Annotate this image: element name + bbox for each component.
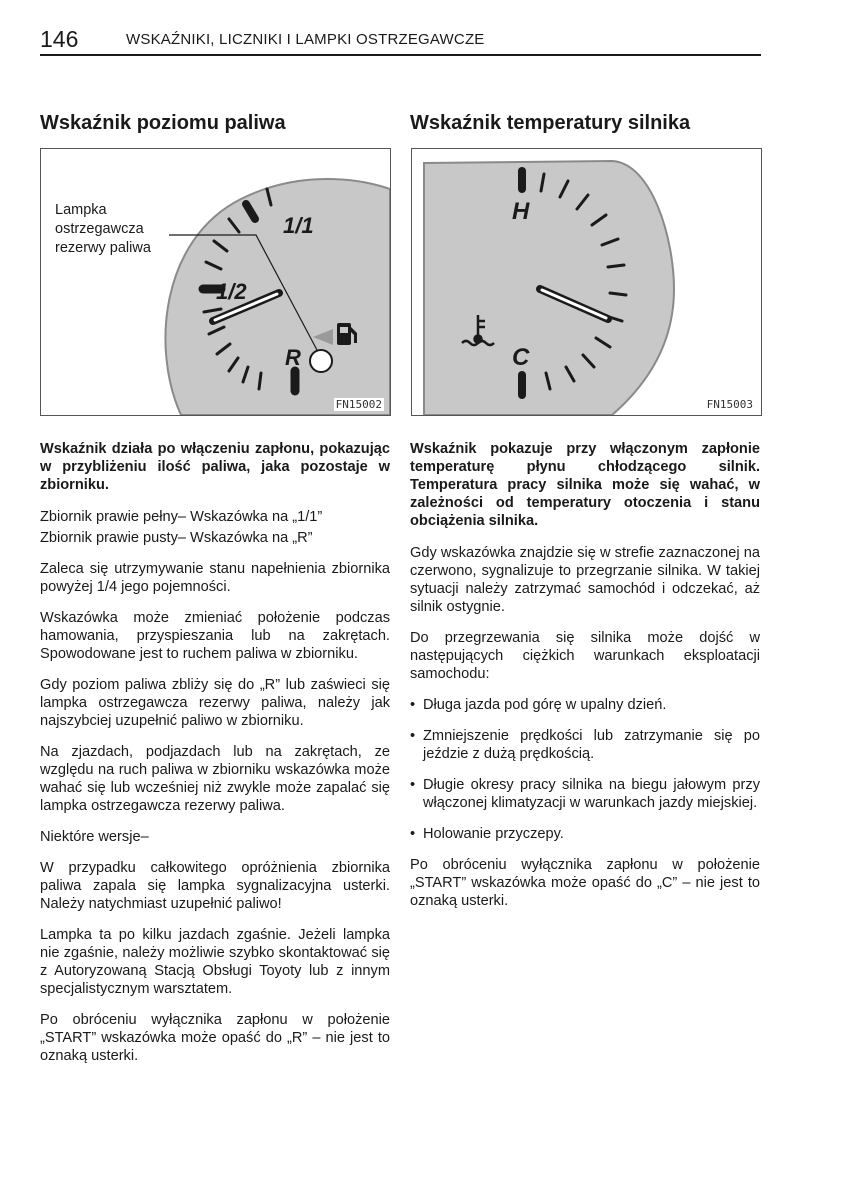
list-item-text: Długa jazda pod górę w upalny dzień. xyxy=(423,697,667,713)
chapter-title: WSKAŹNIKI, LICZNIKI I LAMPKI OSTRZEGAWCZE xyxy=(126,31,485,48)
fuel-gauge-text xyxy=(40,440,390,1078)
temperature-hot-label: H xyxy=(512,198,530,225)
callout-line: rezerwy paliwa xyxy=(55,240,151,256)
page-header xyxy=(40,26,761,56)
closing-paragraph: Po obróceniu wyłącznika zapłonu w położenie „START” wskazówka może opaść do „C” – nie jest to oznaką usterki. xyxy=(410,857,760,909)
fuel-intro-paragraph: Wskaźnik działa po włączeniu zapłonu, pokazując w przybliżeniu ilość paliwa, jaka pozostaje w zbiorniku. xyxy=(40,441,390,493)
callout-line: ostrzegawcza xyxy=(55,221,144,237)
fuel-full-label: 1/1 xyxy=(283,213,314,238)
page-number: 146 xyxy=(40,26,79,52)
temperature-intro-paragraph: Wskaźnik pokazuje przy włączonym zapłonie temperaturę płynu chłodzącego silnik. Temperatura pracy silnika może się wahać, w zależności od temperatury otoczenia i stanu obciążenia silnika. xyxy=(410,441,760,529)
fuel-gauge-heading: Wskaźnik poziomu paliwa xyxy=(40,112,286,134)
fuel-empty-description: Zbiornik prawie pusty– Wskazówka na „R” xyxy=(40,530,313,546)
warning-lamp-callout xyxy=(53,201,153,258)
overheating-conditions-list xyxy=(410,696,760,843)
bullet-symbol: • xyxy=(410,728,416,744)
reserve-warning-lamp xyxy=(310,350,332,372)
temperature-gauge-face xyxy=(424,161,674,415)
paragraph: Po obróceniu wyłącznika zapłonu w położenie „START” wskazówka może opaść do „R” – nie jest to oznaką usterki. xyxy=(40,1012,390,1064)
callout-line: Lampka xyxy=(55,202,107,218)
paragraph: Zaleca się utrzymywanie stanu napełnienia zbiornika powyżej 1/4 jego pojemności. xyxy=(40,561,390,595)
bullet-symbol: • xyxy=(410,826,416,842)
fuel-gauge-figure xyxy=(40,148,391,416)
fuel-half-label: 1/2 xyxy=(216,279,247,304)
temperature-cold-label: C xyxy=(512,344,530,371)
figure-code: FN15003 xyxy=(706,398,753,411)
temperature-gauge-illustration xyxy=(412,149,761,415)
list-item-text: Zmniejszenie prędkości lub zatrzymanie się po jeździe z dużą prędkością. xyxy=(423,728,760,762)
list-item xyxy=(410,696,760,714)
paragraph: Wskazówka może zmieniać położenie podczas hamowania, przyspieszania lub na zakrętach. Spowodowane jest to ruchem paliwa w zbiorniku. xyxy=(40,610,390,662)
temperature-gauge-heading: Wskaźnik temperatury silnika xyxy=(410,112,691,134)
paragraph: Gdy poziom paliwa zbliży się do „R” lub zaświeci się lampka ostrzegawcza rezerwy paliwa, należy jak najszybciej uzupełnić paliwo w zbiorniku. xyxy=(40,677,390,729)
fuel-gauge-illustration xyxy=(41,149,390,415)
paragraph: Niektóre wersje– xyxy=(40,829,149,845)
paragraph: Do przegrzewania się silnika może dojść w następujących ciężkich warunkach eksploatacji samochodu: xyxy=(410,630,760,682)
bullet-symbol: • xyxy=(410,777,416,793)
paragraph: Lampka ta po kilku jazdach zgaśnie. Jeżeli lampka nie zgaśnie, należy możliwie szybko skontaktować się z Autoryzowaną Stacją Obsługi Toyoty lub z innym specjalistycznym warsztatem. xyxy=(40,927,390,997)
list-item-text: Holowanie przyczepy. xyxy=(423,826,564,842)
fuel-reserve-label: R xyxy=(285,345,301,370)
temperature-gauge-figure xyxy=(411,148,762,416)
paragraph: Gdy wskazówka znajdzie się w strefie zaznaczonej na czerwono, sygnalizuje to przegrzanie silnika. W takiej sytuacji należy zatrzymać samochód i odczekać, aż silnik ostygnie. xyxy=(410,545,760,615)
paragraph: Na zjazdach, podjazdach lub na zakrętach, ze względu na ruch paliwa w zbiorniku wskazówka może wahać się lub wcześniej niż zwykle może zapalać się lampka ostrzegawcza rezerwy paliwa. xyxy=(40,744,390,814)
list-item-text: Długie okresy pracy silnika na biegu jałowym przy włączonej klimatyzacji w warunkach jazdy miejskiej. xyxy=(423,777,760,811)
list-item xyxy=(410,776,760,812)
list-item xyxy=(410,825,760,843)
fuel-full-description: Zbiornik prawie pełny– Wskazówka na „1/1” xyxy=(40,509,323,525)
temperature-gauge-text xyxy=(410,440,760,923)
list-item xyxy=(410,727,760,763)
figure-code: FN15002 xyxy=(335,398,382,411)
bullet-symbol: • xyxy=(410,697,416,713)
paragraph: W przypadku całkowitego opróżnienia zbiornika paliwa zapala się lampka sygnalizacyjna usterki. Należy natychmiast uzupełnić paliwo! xyxy=(40,860,390,912)
